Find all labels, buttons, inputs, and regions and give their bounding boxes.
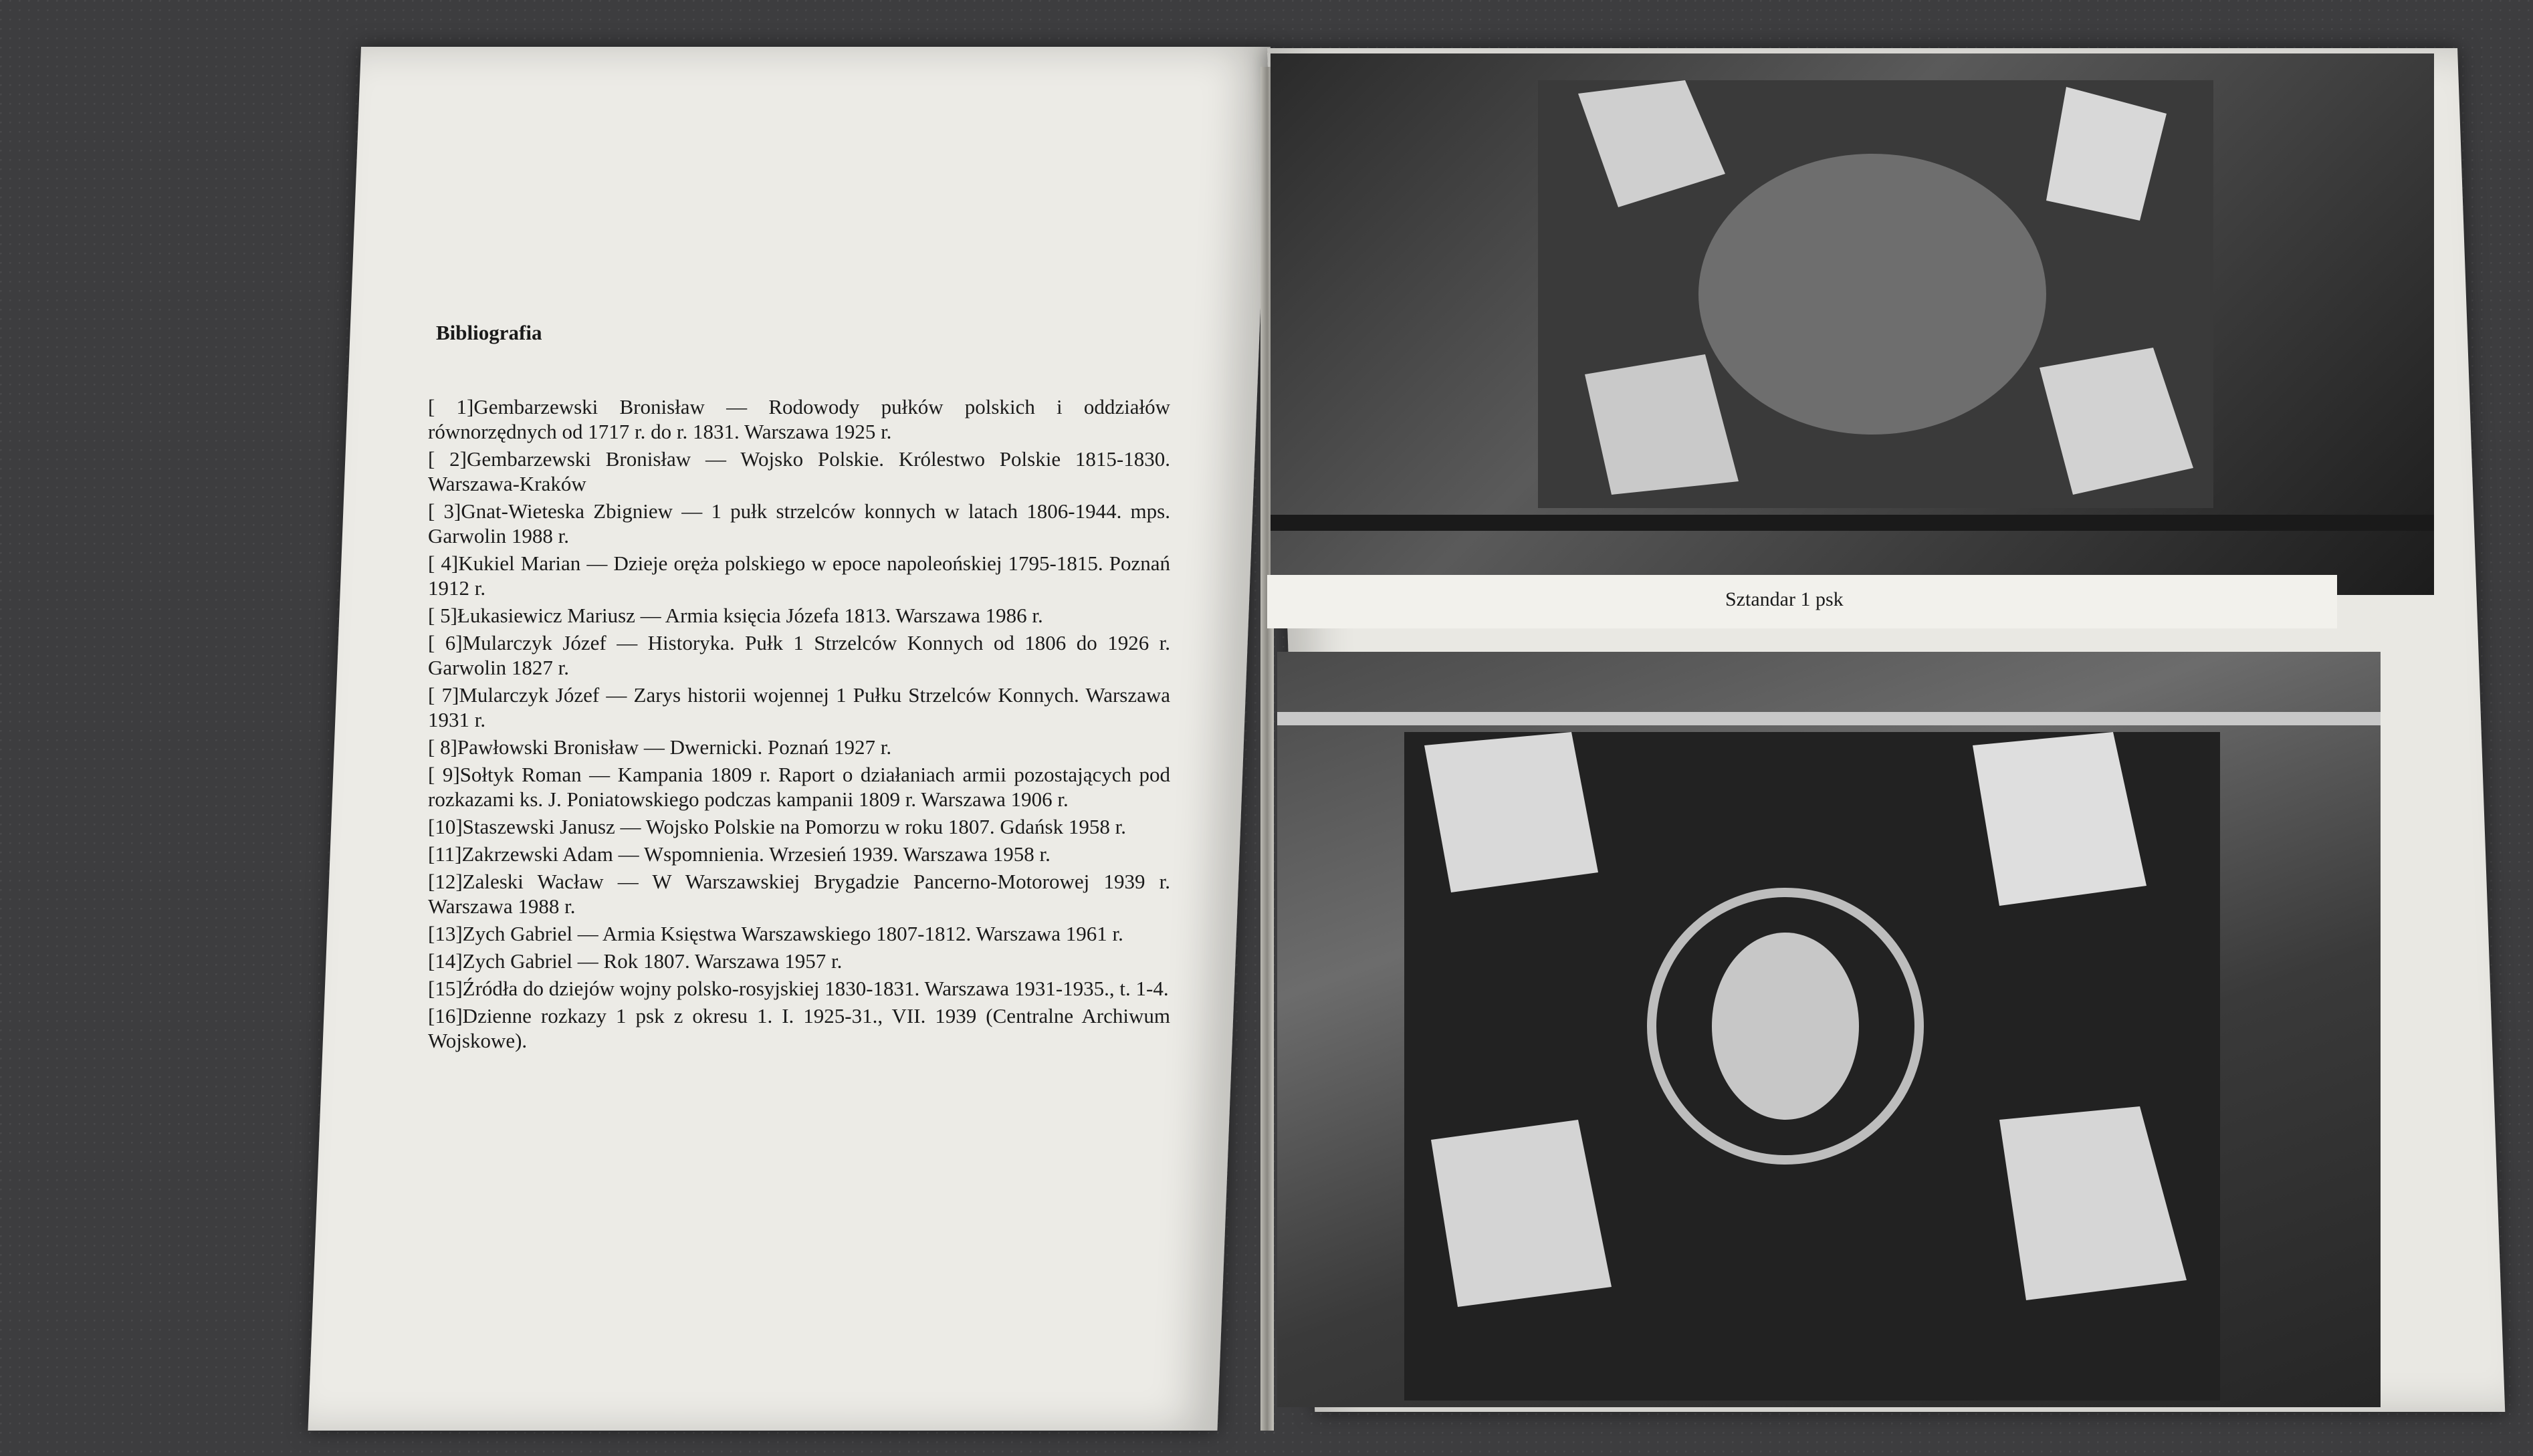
list-item: [13]Zych Gabriel — Armia Księstwa Warszawskiego 1807-1812. Warszawa 1961 r.	[428, 922, 1123, 945]
list-item: [12]Zaleski Wacław — W Warszawskiej Brygadzie Pancerno-Motorowej 1939 r. Warszawa 1988 r.	[428, 870, 1170, 918]
list-item: [ 5]Łukasiewicz Mariusz — Armia księcia Józefa 1813. Warszawa 1986 r.	[428, 604, 1043, 627]
banner-back-image	[1277, 652, 2381, 1407]
list-item: [16]Dzienne rozkazy 1 psk z okresu 1. I. 1925-31., VII. 1939 (Centralne Archiwum Wojskowe).	[428, 1004, 1170, 1052]
bibliography-list	[428, 394, 1170, 1056]
list-item: [ 2]Gembarzewski Bronisław — Wojsko Polskie. Królestwo Polskie 1815-1830. Warszawa-Kraków	[428, 447, 1170, 495]
list-item: [14]Zych Gabriel — Rok 1807. Warszawa 1957 r.	[428, 949, 843, 973]
list-item: [10]Staszewski Janusz — Wojsko Polskie na Pomorzu w roku 1807. Gdańsk 1958 r.	[428, 815, 1126, 838]
list-item: [ 8]Pawłowski Bronisław — Dwernicki. Poznań 1927 r.	[428, 735, 892, 759]
banner-photo-bottom	[1277, 652, 2381, 1407]
list-item: [ 6]Mularczyk Józef — Historyka. Pułk 1 Strzelców Konnych od 1806 do 1926 r. Garwolin 1827 r.	[428, 631, 1170, 679]
photo-caption: Sztandar 1 psk	[1725, 588, 1844, 610]
list-item: [ 9]Sołtyk Roman — Kampania 1809 r. Raport o działaniach armii pozostających pod rozkazami ks. J. Poniatowskiego podczas kampanii 1809 r. Warszawa 1906 r.	[428, 763, 1170, 811]
banner-photo-top	[1271, 53, 2434, 595]
list-item: [11]Zakrzewski Adam — Wspomnienia. Wrzesień 1939. Warszawa 1958 r.	[428, 842, 1051, 866]
bibliography-heading: Bibliografia	[436, 321, 542, 344]
list-item: [ 7]Mularczyk Józef — Zarys historii wojennej 1 Pułku Strzelców Konnych. Warszawa 1931 r.	[428, 683, 1171, 731]
list-item: [ 3]Gnat-Wieteska Zbigniew — 1 pułk strzelców konnych w latach 1806-1944. mps. Garwolin 1988 r.	[428, 499, 1170, 548]
list-item: [ 4]Kukiel Marian — Dzieje oręża polskiego w epoce napoleońskiej 1795-1815. Poznań 1912 r.	[428, 552, 1170, 600]
list-item: [15]Źródła do dziejów wojny polsko-rosyjskiej 1830-1831. Warszawa 1931-1935., t. 1-4.	[428, 977, 1169, 1000]
banner-front-image	[1271, 53, 2434, 595]
list-item: [ 1]Gembarzewski Bronisław — Rodowody pułków polskich i oddziałów równorzędnych od 1717 r. do r. 1831. Warszawa 1925 r.	[428, 395, 1170, 443]
